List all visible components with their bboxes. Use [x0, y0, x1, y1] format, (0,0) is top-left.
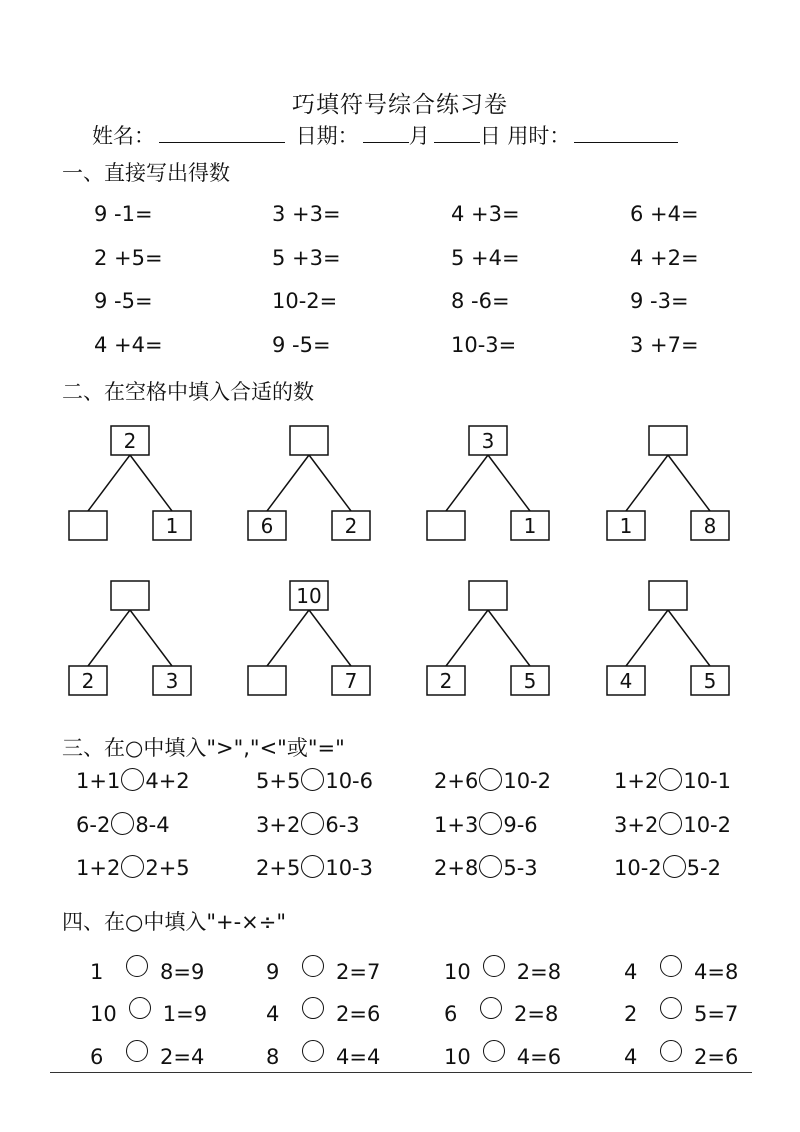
comparison-left-expr: 10-2 — [614, 856, 662, 880]
tree-top-box[interactable] — [649, 581, 687, 610]
comparison-item — [434, 855, 538, 880]
operator-circle[interactable] — [480, 997, 502, 1019]
tree-right-box-number: 1 — [523, 514, 537, 538]
equation: 9 -5= — [272, 333, 331, 357]
comparison-item — [434, 768, 551, 793]
equation: 4 +2= — [630, 246, 699, 270]
answer-circle[interactable] — [121, 768, 144, 791]
operator-circle[interactable] — [483, 955, 505, 977]
equation: 9 -3= — [630, 289, 689, 313]
tree-right-box-number: 5 — [703, 669, 717, 693]
tree-right-box-number: 3 — [165, 669, 179, 693]
tree-top-box-number: 10 — [296, 584, 322, 608]
operator-left-number: 9 — [266, 960, 280, 984]
comparison-right-expr: 5-2 — [686, 856, 721, 880]
tree-top-box-number: 3 — [481, 429, 495, 453]
operator-left-number: 8 — [266, 1045, 280, 1069]
comparison-right-expr: 10-1 — [683, 769, 731, 793]
tree-left-box-number: 2 — [81, 669, 95, 693]
comparison-left-expr: 3+2 — [256, 813, 301, 837]
comparison-left-expr: 2+5 — [256, 856, 301, 880]
operator-left-number: 4 — [624, 960, 638, 984]
equation: 5 +3= — [272, 246, 341, 270]
comparison-right-expr: 6-3 — [325, 813, 360, 837]
operator-circle[interactable] — [126, 955, 148, 977]
time-label: 用时： — [507, 124, 571, 148]
operator-circle[interactable] — [483, 1040, 505, 1062]
tree-left-box-number: 6 — [260, 514, 274, 538]
comparison-item — [256, 812, 360, 837]
equation: 3 +7= — [630, 333, 699, 357]
comparison-left-expr: 1+1 — [76, 769, 121, 793]
operator-left-number: 4 — [266, 1002, 280, 1026]
comparison-left-expr: 1+2 — [76, 856, 121, 880]
comparison-left-expr: 5+5 — [256, 769, 301, 793]
operator-left-number: 10 — [90, 1002, 117, 1026]
answer-circle[interactable] — [479, 768, 502, 791]
operator-item — [266, 997, 380, 1026]
equation: 5 +4= — [451, 246, 520, 270]
section4-heading: 四、在○中填入"+-×÷" — [62, 910, 287, 934]
tree-top-box-number: 2 — [123, 429, 137, 453]
comparison-item — [76, 768, 190, 793]
operator-item — [444, 955, 561, 984]
answer-circle[interactable] — [479, 855, 502, 878]
operator-right-expr: 2=8 — [516, 960, 562, 984]
equation: 9 -5= — [94, 289, 153, 313]
month-label: 月 — [408, 124, 430, 148]
operator-item — [444, 1040, 561, 1069]
comparison-right-expr: 10-2 — [683, 813, 731, 837]
comparison-left-expr: 6-2 — [76, 813, 111, 837]
operator-right-expr: 4=4 — [336, 1045, 381, 1069]
tree-right-box-number: 8 — [703, 514, 717, 538]
comparison-left-expr: 1+2 — [614, 769, 659, 793]
equation: 9 -1= — [94, 202, 153, 226]
equation: 3 +3= — [272, 202, 341, 226]
comparison-right-expr: 2+5 — [145, 856, 190, 880]
operator-circle[interactable] — [660, 1040, 682, 1062]
comparison-left-expr: 2+6 — [434, 769, 479, 793]
operator-right-expr: 2=6 — [336, 1002, 381, 1026]
answer-circle[interactable] — [479, 812, 502, 835]
operator-right-expr: 2=8 — [514, 1002, 559, 1026]
tree-right-box-number: 7 — [344, 669, 358, 693]
comparison-item — [614, 812, 731, 837]
comparison-item — [76, 855, 190, 880]
operator-circle[interactable] — [660, 955, 682, 977]
operator-item — [444, 997, 558, 1026]
operator-item — [624, 997, 738, 1026]
operator-item — [624, 1040, 738, 1069]
day-label: 日 — [479, 124, 501, 148]
operator-item — [624, 955, 738, 984]
operator-right-expr: 8=9 — [160, 960, 205, 984]
equation: 10-2= — [272, 289, 338, 313]
date-label: 日期： — [295, 124, 359, 148]
operator-right-expr: 2=7 — [336, 960, 381, 984]
answer-circle[interactable] — [663, 855, 686, 878]
operator-circle[interactable] — [660, 997, 682, 1019]
operator-right-expr: 2=4 — [160, 1045, 205, 1069]
comparison-item — [614, 855, 721, 880]
comparison-right-expr: 10-2 — [503, 769, 551, 793]
operator-left-number: 10 — [444, 1045, 471, 1069]
tree-right-box-number: 2 — [344, 514, 358, 538]
section1-heading: 一、直接写出得数 — [62, 161, 230, 185]
comparison-item — [256, 855, 373, 880]
answer-circle[interactable] — [301, 855, 324, 878]
operator-left-number: 6 — [90, 1045, 104, 1069]
comparison-right-expr: 4+2 — [145, 769, 190, 793]
section3-heading: 三、在○中填入">","<"或"=" — [62, 736, 345, 760]
operator-item — [90, 997, 207, 1026]
comparison-right-expr: 9-6 — [503, 813, 538, 837]
comparison-item — [76, 812, 170, 837]
comparison-right-expr: 10-6 — [325, 769, 373, 793]
tree-left-box-number: 2 — [439, 669, 453, 693]
operator-right-expr: 2=6 — [694, 1045, 739, 1069]
operator-right-expr: 5=7 — [694, 1002, 739, 1026]
operator-circle[interactable] — [129, 997, 151, 1019]
operator-left-number: 10 — [444, 960, 471, 984]
comparison-item — [614, 768, 731, 793]
answer-circle[interactable] — [301, 768, 324, 791]
comparison-left-expr: 2+8 — [434, 856, 479, 880]
operator-circle[interactable] — [302, 1040, 324, 1062]
equation: 4 +3= — [451, 202, 520, 226]
operator-item — [90, 955, 204, 984]
equation: 6 +4= — [630, 202, 699, 226]
name-label: 姓名： — [92, 124, 155, 148]
answer-circle[interactable] — [301, 812, 324, 835]
answer-circle[interactable] — [659, 768, 682, 791]
operator-circle[interactable] — [302, 955, 324, 977]
operator-left-number: 2 — [624, 1002, 638, 1026]
tree-right-box-number: 5 — [523, 669, 537, 693]
operator-right-expr: 4=6 — [516, 1045, 562, 1069]
bottom-rule — [50, 1072, 752, 1073]
operator-left-number: 6 — [444, 1002, 458, 1026]
tree-left-box-number: 1 — [619, 514, 633, 538]
operator-left-number: 1 — [90, 960, 104, 984]
operator-circle[interactable] — [302, 997, 324, 1019]
operator-circle[interactable] — [126, 1040, 148, 1062]
comparison-right-expr: 5-3 — [503, 856, 538, 880]
branch-line-right — [668, 610, 710, 666]
comparison-right-expr: 10-3 — [325, 856, 373, 880]
operator-item — [90, 1040, 204, 1069]
comparison-item — [256, 768, 373, 793]
page-title: 巧填符号综合练习卷 — [292, 92, 508, 118]
equation: 10-3= — [451, 333, 517, 357]
operator-right-expr: 4=8 — [694, 960, 739, 984]
answer-circle[interactable] — [111, 812, 134, 835]
operator-item — [266, 955, 380, 984]
comparison-left-expr: 3+2 — [614, 813, 659, 837]
operator-left-number: 4 — [624, 1045, 638, 1069]
comparison-left-expr: 1+3 — [434, 813, 479, 837]
operator-right-expr: 1=9 — [162, 1002, 208, 1026]
tree-left-box-number: 4 — [619, 669, 633, 693]
equation: 8 -6= — [451, 289, 510, 313]
equation: 4 +4= — [94, 333, 163, 357]
answer-circle[interactable] — [121, 855, 144, 878]
section2-heading: 二、在空格中填入合适的数 — [62, 380, 314, 404]
operator-item — [266, 1040, 380, 1069]
tree-right-box-number: 1 — [165, 514, 179, 538]
equation: 2 +5= — [94, 246, 163, 270]
comparison-right-expr: 8-4 — [135, 813, 170, 837]
comparison-item — [434, 812, 538, 837]
answer-circle[interactable] — [659, 812, 682, 835]
branch-line-left — [626, 610, 668, 666]
